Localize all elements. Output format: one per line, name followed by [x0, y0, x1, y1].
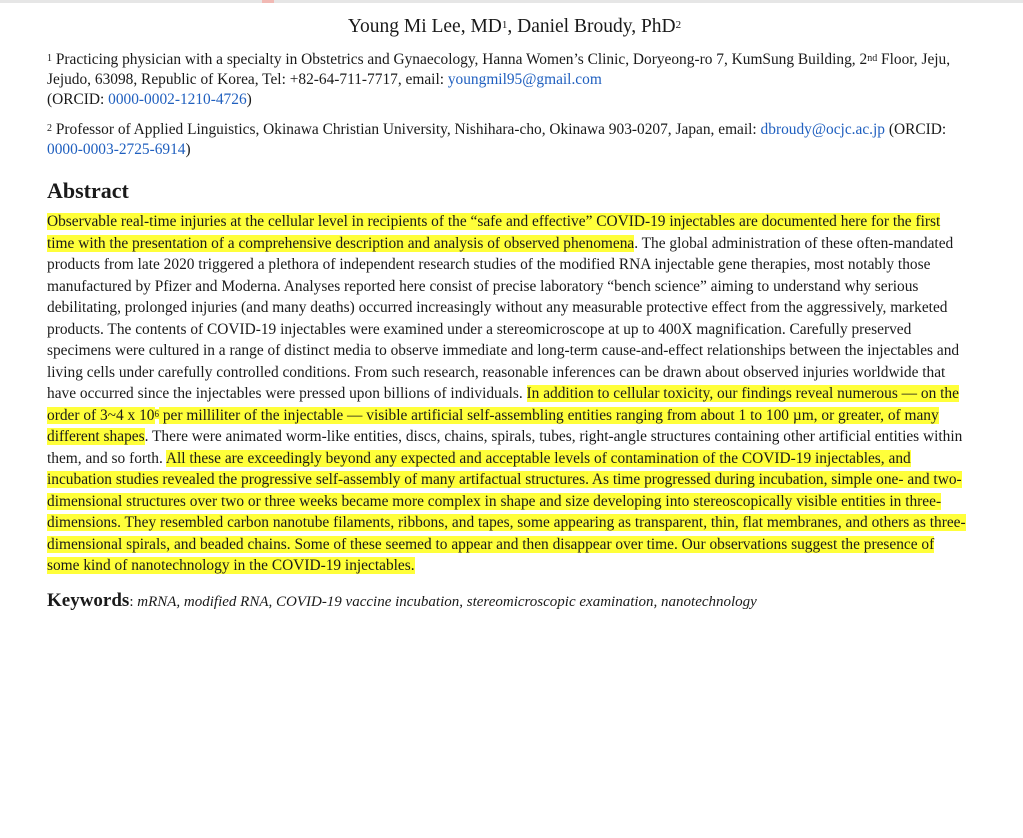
author-name-2: Daniel Broudy, PhD: [517, 16, 676, 37]
affiliation-1: [47, 50, 972, 110]
orcid-close-1: ): [246, 91, 252, 108]
viewer-top-border: [0, 0, 1023, 3]
email-link-1[interactable]: youngmil95@gmail.com: [447, 71, 602, 88]
author-name-1: Young Mi Lee, MD: [347, 16, 502, 37]
highlight-2-exponent: 6: [154, 408, 159, 419]
highlight-2-a: In addition to cellular toxicity, our findings reveal numerous — on the order of 3~4 x 10: [47, 385, 959, 424]
author-2-affiliation-marker: 2: [675, 19, 682, 31]
affiliation-2-text: Professor of Applied Linguistics, Okinawa Christian University, Nishihara-cho, Okinawa 903-0207, Japan, email:: [52, 121, 761, 138]
author-line: [47, 14, 972, 40]
keywords-line: [47, 590, 972, 613]
highlight-2-b: per milliliter of the injectable — visible artificial self-assembling entities ranging from about 1 to 100 µm, or greater, of many different shapes: [47, 406, 939, 445]
orcid-close-2: ): [185, 141, 191, 158]
affiliation-2: [47, 120, 972, 160]
affiliation-2-marker: 2: [47, 123, 52, 134]
orcid-link-1[interactable]: 0000-0002-1210-4726: [108, 91, 247, 108]
highlight-1: Observable real-time injuries at the cellular level in recipients of the “safe and effective” COVID-19 injectables are documented here for the first time with the presentation of a comprehensive description and analysis of observed phenomena: [47, 213, 941, 252]
orcid-label-2: (ORCID:: [884, 121, 947, 138]
abstract-heading: Abstract: [47, 178, 129, 203]
affiliation-1-text: Practicing physician with a specialty in Obstetrics and Gynaecology, Hanna Women’s Clinic, Doryeong-ro 7, KumSung Building, 2: [52, 51, 868, 68]
abstract-text-1: . The global administration of these often-mandated products from late 2020 triggered a plethora of independent research studies of the modified RNA injectable gene therapies, most notably those manufactured by Pfizer and Moderna. Analyses reported here consist of precise laboratory “bench science” aiming to understand why serious debilitating, prolonged injuries (and many deaths) occurred increasingly without any measurable protective effect from the aggressively, marketed products. The contents of COVID-19 injectables were examined under a stereomicroscope at up to 400X magnification. Carefully preserved specimens were cultured in a range of distinct media to observe immediate and long-term cause-and-effect relationships between the injectables and living cells under carefully controlled conditions. From such research, reasonable inferences can be drawn about observed injuries worldwide that have occurred since the injectables were pressed upon billions of individuals.: [47, 234, 960, 402]
keywords-list: mRNA, modified RNA, COVID-19 vaccine incubation, stereomicroscopic examination, nanotechnology: [137, 593, 757, 610]
orcid-link-2[interactable]: 0000-0003-2725-6914: [47, 141, 186, 158]
affiliation-1-marker: 1: [47, 53, 52, 64]
viewer-tab-marker: [262, 0, 274, 3]
email-link-2[interactable]: dbroudy@ocjc.ac.jp: [760, 121, 885, 138]
author-1-affiliation-marker: 1: [501, 19, 508, 31]
keywords-colon: :: [129, 593, 138, 610]
abstract-text-2: . There were animated worm-like entities, discs, chains, spirals, tubes, right-angle structures containing other artificial entities within them, and so forth.: [47, 428, 963, 467]
paper-page: [47, 14, 972, 613]
keywords-label: Keywords: [47, 589, 130, 611]
affiliation-1-text-cont: Floor, Jeju, Jejudo, 63098, Republic of Korea, Tel: +82-64-711-7717, email:: [47, 51, 951, 88]
author-separator: ,: [507, 16, 518, 37]
abstract-body: [47, 211, 972, 577]
highlight-3: All these are exceedingly beyond any expected and acceptable levels of contamination of the COVID-19 injectables, and incubation studies revealed the progressive self-assembly of many artifactual structures. As time progressed during incubation, simple one- and two-dimensional structures over two or three weeks became more complex in shape and size developing into stereoscopically visible entities in three-dimensions. They resembled carbon nanotube filaments, ribbons, and tapes, some appearing as transparent, thin, flat membranes, and others as three-dimensional spirals, and beaded chains. Some of these seemed to appear and then disappear over time. Our observations suggest the presence of some kind of nanotechnology in the COVID-19 injectables.: [47, 449, 966, 574]
floor-ordinal-suffix: nd: [867, 53, 878, 64]
orcid-label-1: (ORCID:: [47, 91, 109, 108]
